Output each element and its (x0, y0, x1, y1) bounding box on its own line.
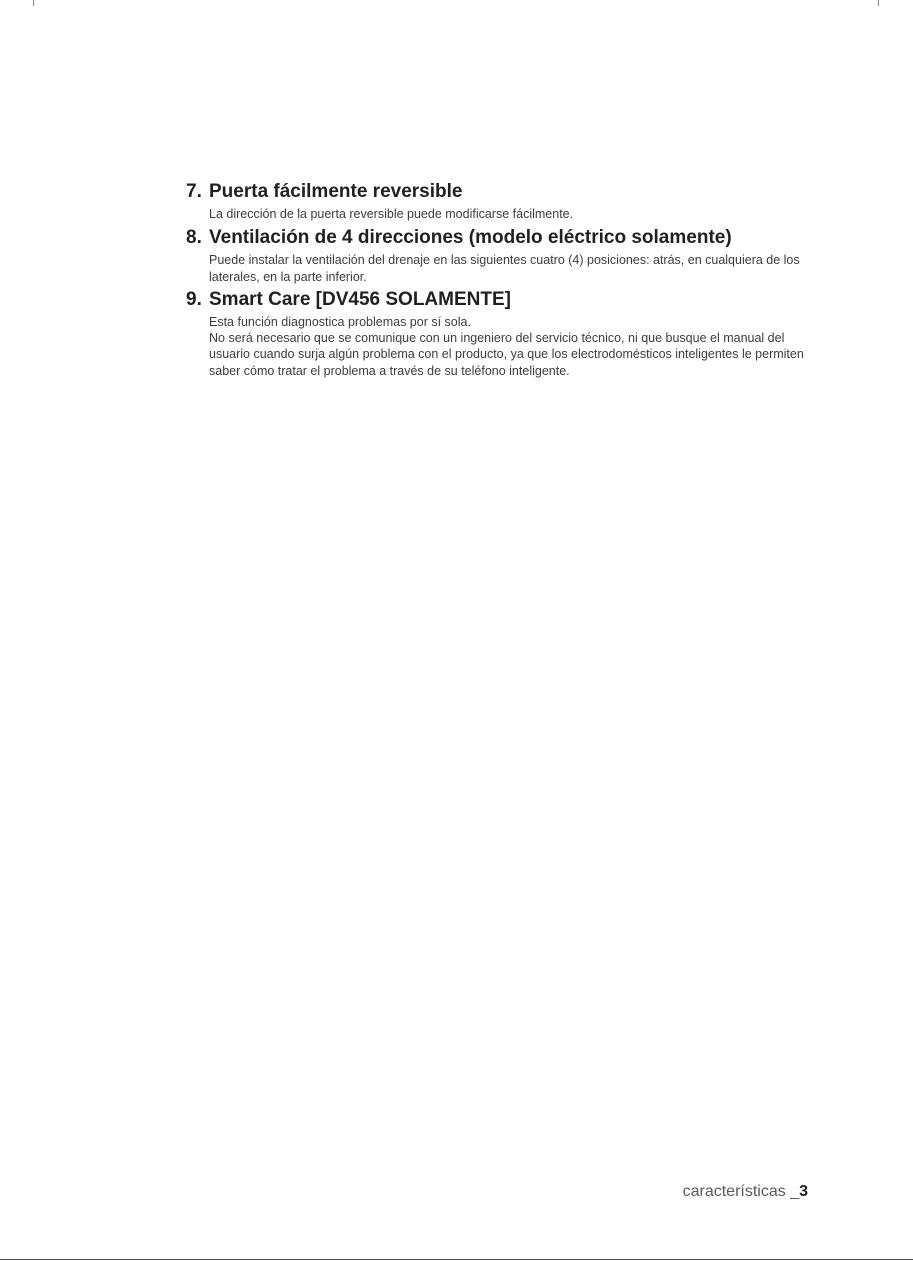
feature-title: Smart Care [DV456 SOLAMENTE] (209, 288, 511, 310)
feature-item-7 (186, 181, 806, 222)
feature-description (186, 206, 806, 222)
feature-heading (186, 181, 806, 203)
feature-item-9 (186, 289, 806, 379)
page-number: 3 (799, 1183, 808, 1200)
feature-description (186, 314, 806, 379)
footer-section-name: características (682, 1183, 786, 1200)
crop-mark-right (878, 0, 879, 6)
feature-paragraph: La dirección de la puerta reversible puede modificarse fácilmente. (209, 207, 574, 221)
feature-number: 9. (186, 288, 202, 310)
features-section (186, 181, 806, 379)
feature-title: Puerta fácilmente reversible (209, 181, 463, 202)
feature-heading (186, 227, 806, 249)
feature-number: 8. (186, 227, 202, 249)
feature-item-8 (186, 227, 806, 285)
feature-paragraph: No será necesario que se comunique con un ingeniero del servicio técnico, ni que busque el manual del usuario cuando surja algún problema con el producto, ya que los electrodomésticos inteligentes le permiten saber cómo tratar el problema a través de su teléfono inteligente. (209, 331, 804, 378)
feature-title: Ventilación de 4 direcciones (modelo eléctrico solamente) (209, 227, 732, 249)
crop-mark-left (33, 0, 34, 6)
feature-paragraph: Puede instalar la ventilación del drenaje en las siguientes cuatro (4) posiciones: atrás, en cualquiera de los laterales, en la parte inferior. (209, 253, 800, 284)
page-bottom-rule (0, 1259, 913, 1260)
feature-heading (186, 289, 806, 311)
feature-paragraph: Esta función diagnostica problemas por sí sola. (209, 314, 471, 329)
feature-number: 7. (186, 181, 202, 202)
feature-description (186, 252, 806, 285)
footer-separator: _ (790, 1183, 800, 1200)
page-footer (683, 1183, 808, 1201)
